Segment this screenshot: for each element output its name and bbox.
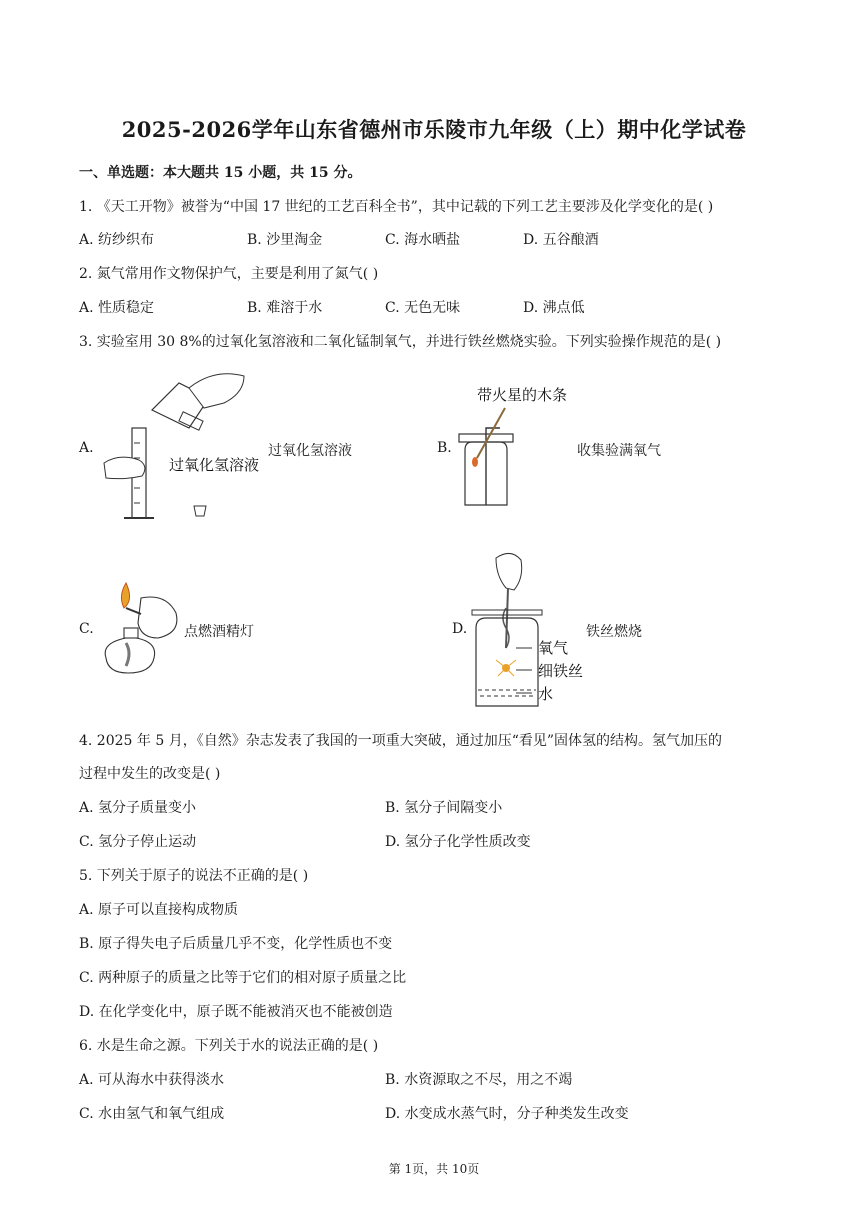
q5-option-a: A. 原子可以直接构成物质 xyxy=(79,902,239,918)
q1-option-a: A. 纺纱织布 xyxy=(79,232,155,248)
q1-option-b: B. 沙里淘金 xyxy=(247,232,323,248)
q3-option-d-letter: D. xyxy=(452,621,468,637)
q5-option-b: B. 原子得失电子后质量几乎不变，化学性质也不变 xyxy=(79,936,393,952)
figure-d-label-water: 水 xyxy=(538,685,554,703)
q3-option-c-caption: 点燃酒精灯 xyxy=(184,624,254,640)
q3-option-d-caption: 铁丝燃烧 xyxy=(586,624,642,640)
q6-option-a: A. 可从海水中获得淡水 xyxy=(79,1072,225,1088)
iron-wire-burning-figure xyxy=(466,548,596,710)
question-6-stem: 6. 水是生命之源。下列关于水的说法正确的是( ) xyxy=(79,1038,379,1054)
q5-option-c: C. 两种原子的质量之比等于它们的相对原子质量之比 xyxy=(79,970,407,986)
page-footer: 第 1页，共 10页 xyxy=(388,1162,480,1176)
question-3-stem: 3. 实验室用 30 8%的过氧化氢溶液和二氧化锰制氧气，并进行铁丝燃烧实验。下列实验操作规范的是( ) xyxy=(79,334,722,350)
q1-option-d: D. 五谷酿酒 xyxy=(523,232,599,248)
q3-option-a-letter: A. xyxy=(79,440,94,456)
q4-option-b: B. 氢分子间隔变小 xyxy=(385,800,503,816)
q2-option-c: C. 无色无味 xyxy=(385,300,461,316)
question-4-stem-line1: 4. 2025 年 5 月，《自然》杂志发表了我国的一项重大突破，通过加压“看见”固体氢的结构。氢气加压的 xyxy=(79,733,723,749)
q5-option-d: D. 在化学变化中，原子既不能被消灭也不能被创造 xyxy=(79,1004,393,1020)
q2-option-d: D. 沸点低 xyxy=(523,300,585,316)
q3-option-c-letter: C. xyxy=(79,621,94,637)
question-1-stem: 1. 《天工开物》被誉为“中国 17 世纪的工艺百科全书”，其中记载的下列工艺主要涉及化学变化的是( ) xyxy=(79,199,714,215)
graduated-cylinder-figure xyxy=(94,368,274,528)
q3-option-b-letter: B. xyxy=(437,440,452,456)
section-heading: 一、单选题：本大题共 15 小题，共 15 分。 xyxy=(79,165,362,181)
question-4-stem-line2: 过程中发生的改变是( ) xyxy=(79,766,221,782)
q4-option-a: A. 氢分子质量变小 xyxy=(79,800,197,816)
gas-bottle-figure xyxy=(455,380,585,510)
figure-a-label: 过氧化氢溶液 xyxy=(169,456,260,474)
figure-d-label-oxygen: 氧气 xyxy=(538,639,569,657)
q3-option-a-caption: 过氧化氢溶液 xyxy=(268,443,352,459)
page-title: 2025-2026学年山东省德州市乐陵市九年级（上）期中化学试卷 xyxy=(121,117,747,142)
q2-option-b: B. 难溶于水 xyxy=(247,300,323,316)
q6-option-d: D. 水变成水蒸气时，分子种类发生改变 xyxy=(385,1106,629,1122)
figure-b-label: 带火星的木条 xyxy=(477,386,568,404)
question-5-stem: 5. 下列关于原子的说法不正确的是( ) xyxy=(79,868,309,884)
q6-option-b: B. 水资源取之不尽，用之不竭 xyxy=(385,1072,573,1088)
q4-option-c: C. 氢分子停止运动 xyxy=(79,834,197,850)
question-2-stem: 2. 氮气常用作文物保护气，主要是利用了氮气( ) xyxy=(79,266,379,282)
q2-option-a: A. 性质稳定 xyxy=(79,300,155,316)
q1-option-c: C. 海水晒盐 xyxy=(385,232,461,248)
alcohol-lamp-figure xyxy=(96,578,186,678)
q6-option-c: C. 水由氢气和氧气组成 xyxy=(79,1106,225,1122)
q3-option-b-caption: 收集验满氧气 xyxy=(577,443,661,459)
figure-d-label-wire: 细铁丝 xyxy=(538,662,584,680)
q4-option-d: D. 氢分子化学性质改变 xyxy=(385,834,531,850)
